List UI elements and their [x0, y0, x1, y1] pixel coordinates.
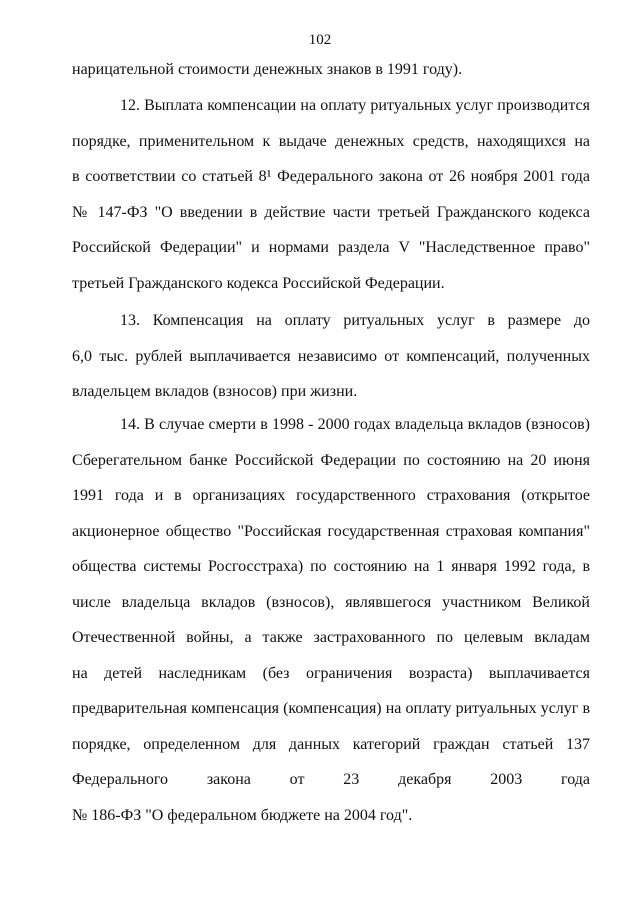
text-line: Отечественной войны, а также застрахованного по целевым вкладам	[72, 629, 590, 646]
paragraph-12	[72, 88, 590, 301]
text-line: Российской Федерации" и нормами раздела V "Наследственное право"	[72, 239, 590, 256]
text-line: 12. Выплата компенсации на оплату ритуальных услуг производится	[120, 97, 590, 114]
paragraph-13	[72, 303, 590, 410]
text-line: 6,0 тыс. рублей выплачивается независимо от компенсаций, полученных	[72, 347, 590, 365]
text-line: 14. В случае смерти в 1998 - 2000 годах владельца вкладов (взносов)	[120, 416, 590, 433]
paragraph-continuation	[72, 52, 590, 88]
text-line: предварительная компенсация (компенсация) на оплату ритуальных услуг в	[72, 700, 590, 717]
page-number: 102	[308, 32, 332, 48]
text-line: порядке, определенном для данных категорий граждан статьей 137	[72, 735, 590, 753]
paragraph-14	[72, 407, 590, 833]
text-line: на детей наследникам (без ограничения возраста) выплачивается	[72, 664, 590, 682]
text-line: № 147-ФЗ "О введении в действие части третьей Гражданского кодекса	[72, 203, 590, 221]
text-line: числе владельца вкладов (взносов), являвшегося участником Великой	[72, 593, 590, 611]
text-line: акционерное общество "Российская государственная страховая компания"	[72, 522, 590, 540]
text-line: нарицательной стоимости денежных знаков в 1991 году).	[72, 61, 463, 78]
text-line: Федерального закона от 23 декабря 2003 года	[72, 771, 590, 788]
text-line: общества системы Росгосстраха) по состоянию на 1 января 1992 года, в	[72, 558, 590, 575]
text-line: 1991 года и в организациях государственного страхования (открытое	[72, 487, 590, 504]
text-line: третьей Гражданского кодекса Российской Федерации.	[72, 274, 445, 292]
text-line: в соответствии со статьей 8¹ Федерального закона от 26 ноября 2001 года	[72, 168, 590, 185]
text-line: 13. Компенсация на оплату ритуальных услуг в размере до	[120, 312, 590, 329]
text-line: владельцем вкладов (взносов) при жизни.	[72, 383, 358, 400]
text-line: № 186-ФЗ "О федеральном бюджете на 2004 год".	[72, 806, 413, 824]
text-line: порядке, применительном к выдаче денежных средств, находящихся на	[72, 132, 590, 150]
text-line: Сберегательном банке Российской Федерации по состоянию на 20 июня	[72, 451, 590, 469]
